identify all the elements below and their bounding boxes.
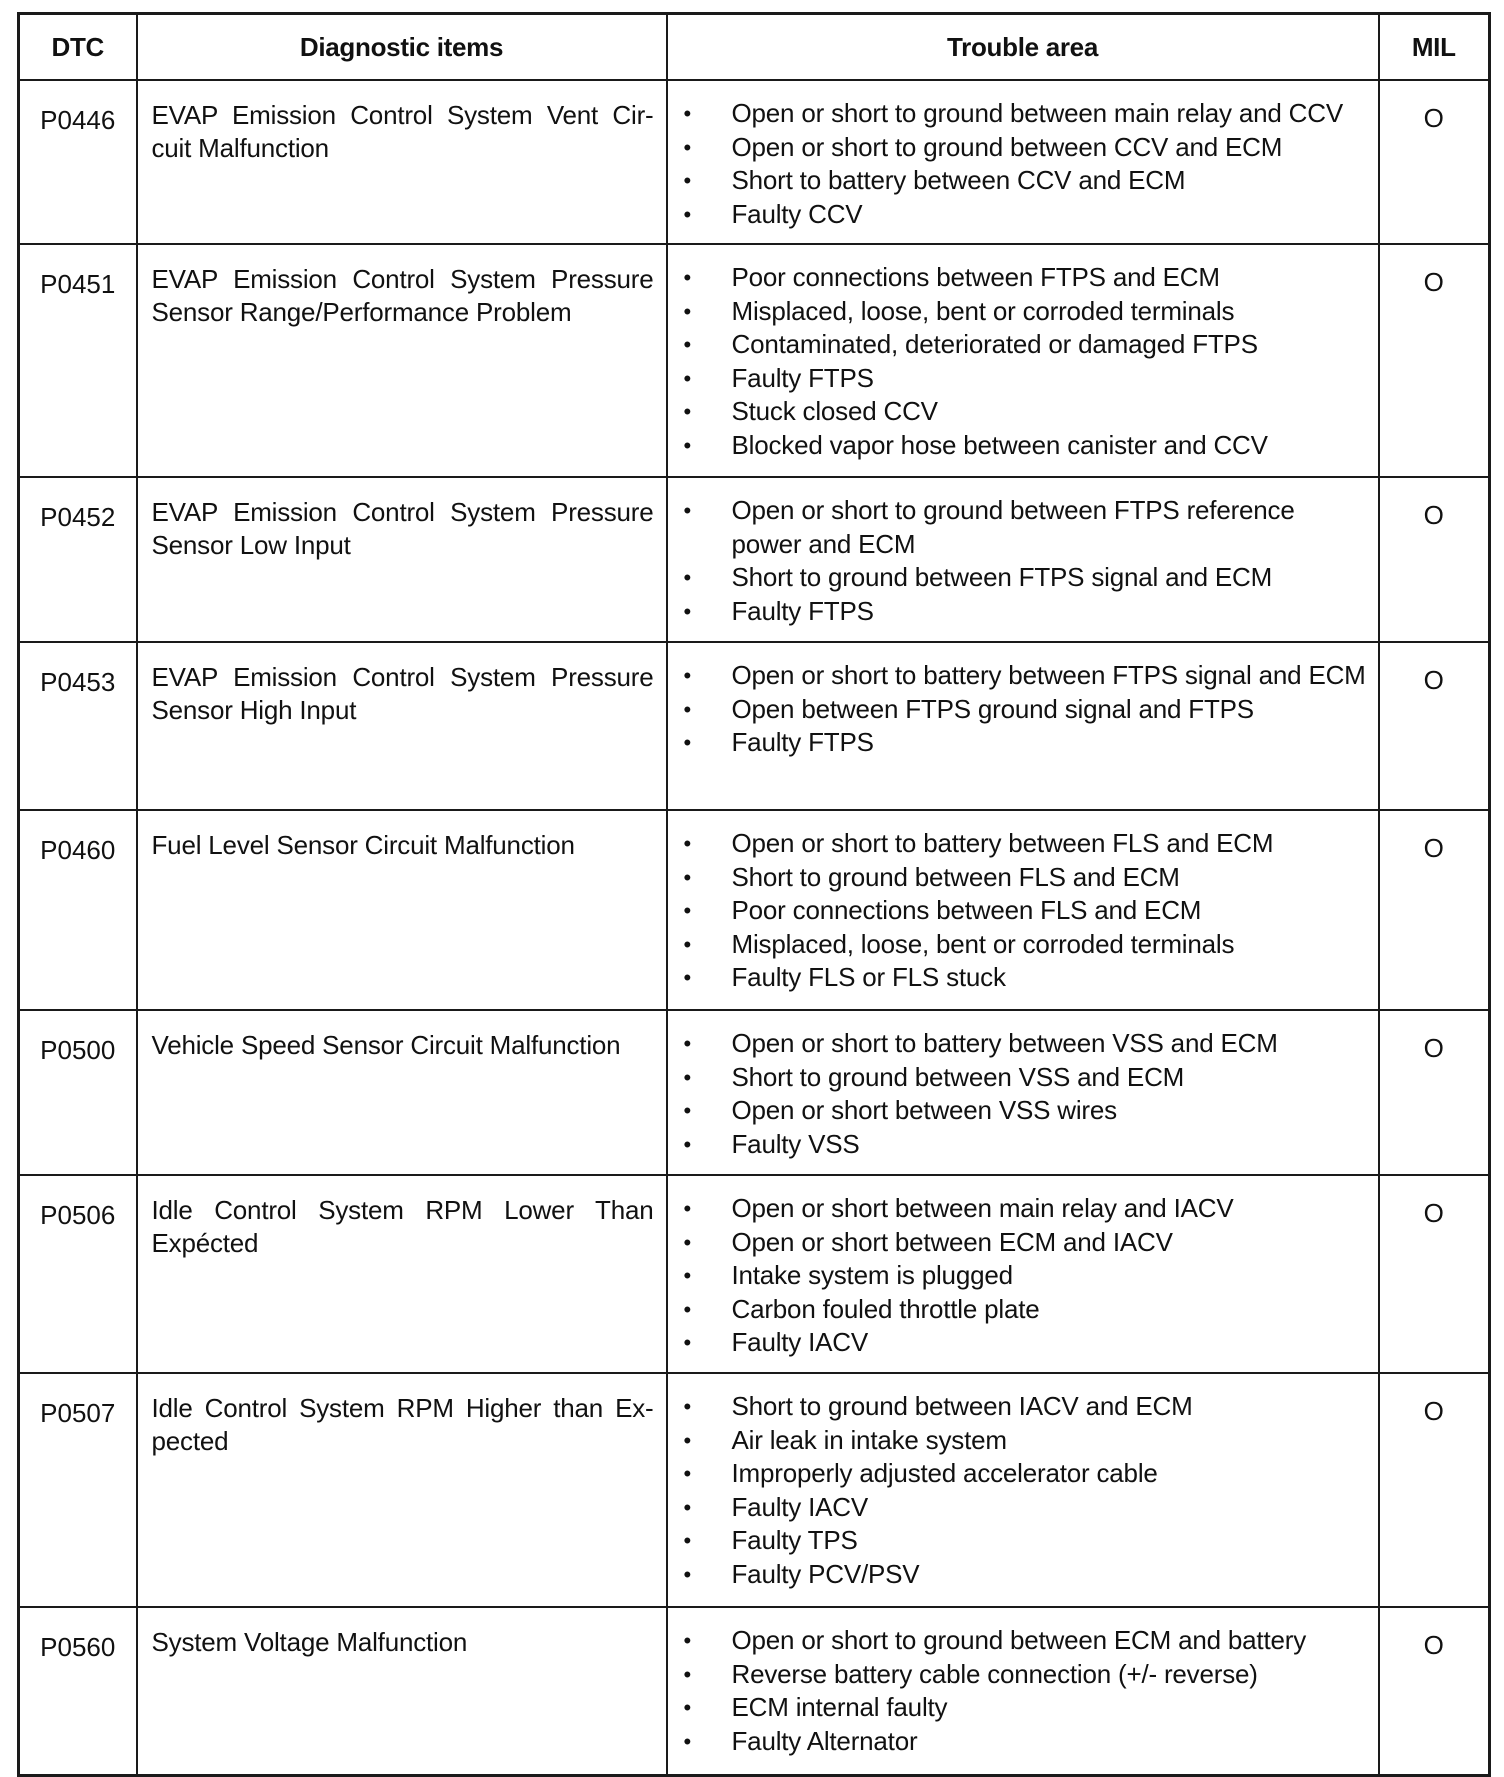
diagnostic-item: Idle Control System RPM Higher than Ex-pected bbox=[137, 1373, 667, 1607]
mil-indicator: O bbox=[1423, 1033, 1444, 1063]
trouble-item: • Open or short to battery between FLS and ECM bbox=[682, 827, 1368, 861]
trouble-list bbox=[682, 1624, 1368, 1758]
trouble-item: • Open between FTPS ground signal and FTPS bbox=[682, 693, 1368, 727]
mil-indicator: O bbox=[1423, 665, 1444, 695]
diagnostic-item: System Voltage Malfunction bbox=[137, 1607, 667, 1775]
mil-cell bbox=[1379, 80, 1490, 244]
trouble-item: • Open or short to battery between FTPS signal and ECM bbox=[682, 659, 1368, 693]
trouble-list bbox=[682, 1390, 1368, 1591]
mil-indicator: O bbox=[1423, 267, 1444, 297]
mil-indicator: O bbox=[1423, 1198, 1444, 1228]
trouble-item: • Misplaced, loose, bent or corroded terminals bbox=[682, 295, 1368, 329]
trouble-item: • Faulty IACV bbox=[682, 1326, 1368, 1360]
trouble-item: • Poor connections between FTPS and ECM bbox=[682, 261, 1368, 295]
table-row bbox=[19, 1010, 1490, 1175]
mil-cell bbox=[1379, 642, 1490, 810]
mil-cell bbox=[1379, 1373, 1490, 1607]
trouble-item: • Stuck closed CCV bbox=[682, 395, 1368, 429]
table-body bbox=[19, 80, 1490, 1775]
trouble-list bbox=[682, 97, 1368, 231]
diagnostic-item: Idle Control System RPM Lower Than Expécted bbox=[137, 1175, 667, 1373]
dtc-code: P0451 bbox=[19, 244, 137, 477]
trouble-list bbox=[682, 1192, 1368, 1360]
trouble-item: • Faulty FTPS bbox=[682, 595, 1368, 629]
trouble-item: • Poor connections between FLS and ECM bbox=[682, 894, 1368, 928]
trouble-item: • Short to ground between FTPS signal and ECM bbox=[682, 561, 1368, 595]
table-header bbox=[19, 14, 1490, 81]
mil-indicator: O bbox=[1423, 103, 1444, 133]
trouble-item: • Faulty TPS bbox=[682, 1524, 1368, 1558]
trouble-item: • Air leak in intake system bbox=[682, 1424, 1368, 1458]
trouble-item: • Open or short to ground between FTPS reference power and ECM bbox=[682, 494, 1368, 561]
trouble-item: • ECM internal faulty bbox=[682, 1691, 1368, 1725]
trouble-area bbox=[667, 1607, 1379, 1775]
trouble-item: • Faulty PCV/PSV bbox=[682, 1558, 1368, 1592]
trouble-list bbox=[682, 261, 1368, 462]
trouble-item: • Faulty FTPS bbox=[682, 362, 1368, 396]
trouble-item: • Faulty Alternator bbox=[682, 1725, 1368, 1759]
trouble-item: • Open or short to ground between CCV and ECM bbox=[682, 131, 1368, 165]
mil-indicator: O bbox=[1423, 1630, 1444, 1660]
mil-cell bbox=[1379, 244, 1490, 477]
diagnostic-item: EVAP Emission Control System Pressure Sensor High Input bbox=[137, 642, 667, 810]
dtc-table bbox=[17, 12, 1491, 1777]
trouble-area bbox=[667, 1373, 1379, 1607]
trouble-item: • Misplaced, loose, bent or corroded terminals bbox=[682, 928, 1368, 962]
trouble-item: • Improperly adjusted accelerator cable bbox=[682, 1457, 1368, 1491]
trouble-area bbox=[667, 1175, 1379, 1373]
trouble-list bbox=[682, 1027, 1368, 1161]
trouble-list bbox=[682, 494, 1368, 628]
mil-indicator: O bbox=[1423, 1396, 1444, 1426]
table-row bbox=[19, 80, 1490, 244]
trouble-item: • Open or short to battery between VSS and ECM bbox=[682, 1027, 1368, 1061]
table-row bbox=[19, 244, 1490, 477]
trouble-area bbox=[667, 810, 1379, 1010]
dtc-code: P0506 bbox=[19, 1175, 137, 1373]
mil-cell bbox=[1379, 1175, 1490, 1373]
trouble-item: • Carbon fouled throttle plate bbox=[682, 1293, 1368, 1327]
diagnostic-item: Vehicle Speed Sensor Circuit Malfunction bbox=[137, 1010, 667, 1175]
header-dtc: DTC bbox=[19, 14, 137, 81]
dtc-code: P0452 bbox=[19, 477, 137, 642]
diagnostic-item: EVAP Emission Control System Pressure Sensor Low Input bbox=[137, 477, 667, 642]
trouble-item: • Faulty VSS bbox=[682, 1128, 1368, 1162]
trouble-item: • Open or short to ground between ECM and battery bbox=[682, 1624, 1368, 1658]
trouble-list bbox=[682, 827, 1368, 995]
trouble-item: • Short to battery between CCV and ECM bbox=[682, 164, 1368, 198]
header-diagnostic-items: Diagnostic items bbox=[137, 14, 667, 81]
mil-cell bbox=[1379, 1607, 1490, 1775]
mil-cell bbox=[1379, 477, 1490, 642]
dtc-code: P0446 bbox=[19, 80, 137, 244]
trouble-area bbox=[667, 244, 1379, 477]
dtc-code: P0507 bbox=[19, 1373, 137, 1607]
mil-indicator: O bbox=[1423, 500, 1444, 530]
trouble-list bbox=[682, 659, 1368, 760]
trouble-item: • Short to ground between VSS and ECM bbox=[682, 1061, 1368, 1095]
diagnostic-item: Fuel Level Sensor Circuit Malfunction bbox=[137, 810, 667, 1010]
trouble-item: • Blocked vapor hose between canister and CCV bbox=[682, 429, 1368, 463]
trouble-item: • Faulty CCV bbox=[682, 198, 1368, 232]
trouble-area bbox=[667, 477, 1379, 642]
mil-indicator: O bbox=[1423, 833, 1444, 863]
table-row bbox=[19, 1175, 1490, 1373]
trouble-item: • Open or short between main relay and IACV bbox=[682, 1192, 1368, 1226]
header-row bbox=[19, 14, 1490, 81]
trouble-item: • Short to ground between FLS and ECM bbox=[682, 861, 1368, 895]
diagnostic-item: EVAP Emission Control System Vent Cir-cuit Malfunction bbox=[137, 80, 667, 244]
dtc-code: P0460 bbox=[19, 810, 137, 1010]
diagnostic-item: EVAP Emission Control System Pressure Sensor Range/Performance Problem bbox=[137, 244, 667, 477]
trouble-item: • Faulty FTPS bbox=[682, 726, 1368, 760]
table-row bbox=[19, 810, 1490, 1010]
trouble-item: • Faulty IACV bbox=[682, 1491, 1368, 1525]
trouble-item: • Open or short between ECM and IACV bbox=[682, 1226, 1368, 1260]
trouble-item: • Short to ground between IACV and ECM bbox=[682, 1390, 1368, 1424]
dtc-code: P0500 bbox=[19, 1010, 137, 1175]
header-mil: MIL bbox=[1379, 14, 1490, 81]
trouble-item: • Reverse battery cable connection (+/- reverse) bbox=[682, 1658, 1368, 1692]
trouble-item: • Open or short to ground between main relay and CCV bbox=[682, 97, 1368, 131]
trouble-area bbox=[667, 1010, 1379, 1175]
trouble-item: • Intake system is plugged bbox=[682, 1259, 1368, 1293]
trouble-area bbox=[667, 642, 1379, 810]
trouble-item: • Contaminated, deteriorated or damaged FTPS bbox=[682, 328, 1368, 362]
trouble-area bbox=[667, 80, 1379, 244]
trouble-item: • Open or short between VSS wires bbox=[682, 1094, 1368, 1128]
dtc-code: P0453 bbox=[19, 642, 137, 810]
trouble-item: • Faulty FLS or FLS stuck bbox=[682, 961, 1368, 995]
table-row bbox=[19, 1607, 1490, 1775]
mil-cell bbox=[1379, 1010, 1490, 1175]
table-row bbox=[19, 642, 1490, 810]
header-trouble-area: Trouble area bbox=[667, 14, 1379, 81]
table-row bbox=[19, 1373, 1490, 1607]
table-row bbox=[19, 477, 1490, 642]
dtc-code: P0560 bbox=[19, 1607, 137, 1775]
mil-cell bbox=[1379, 810, 1490, 1010]
